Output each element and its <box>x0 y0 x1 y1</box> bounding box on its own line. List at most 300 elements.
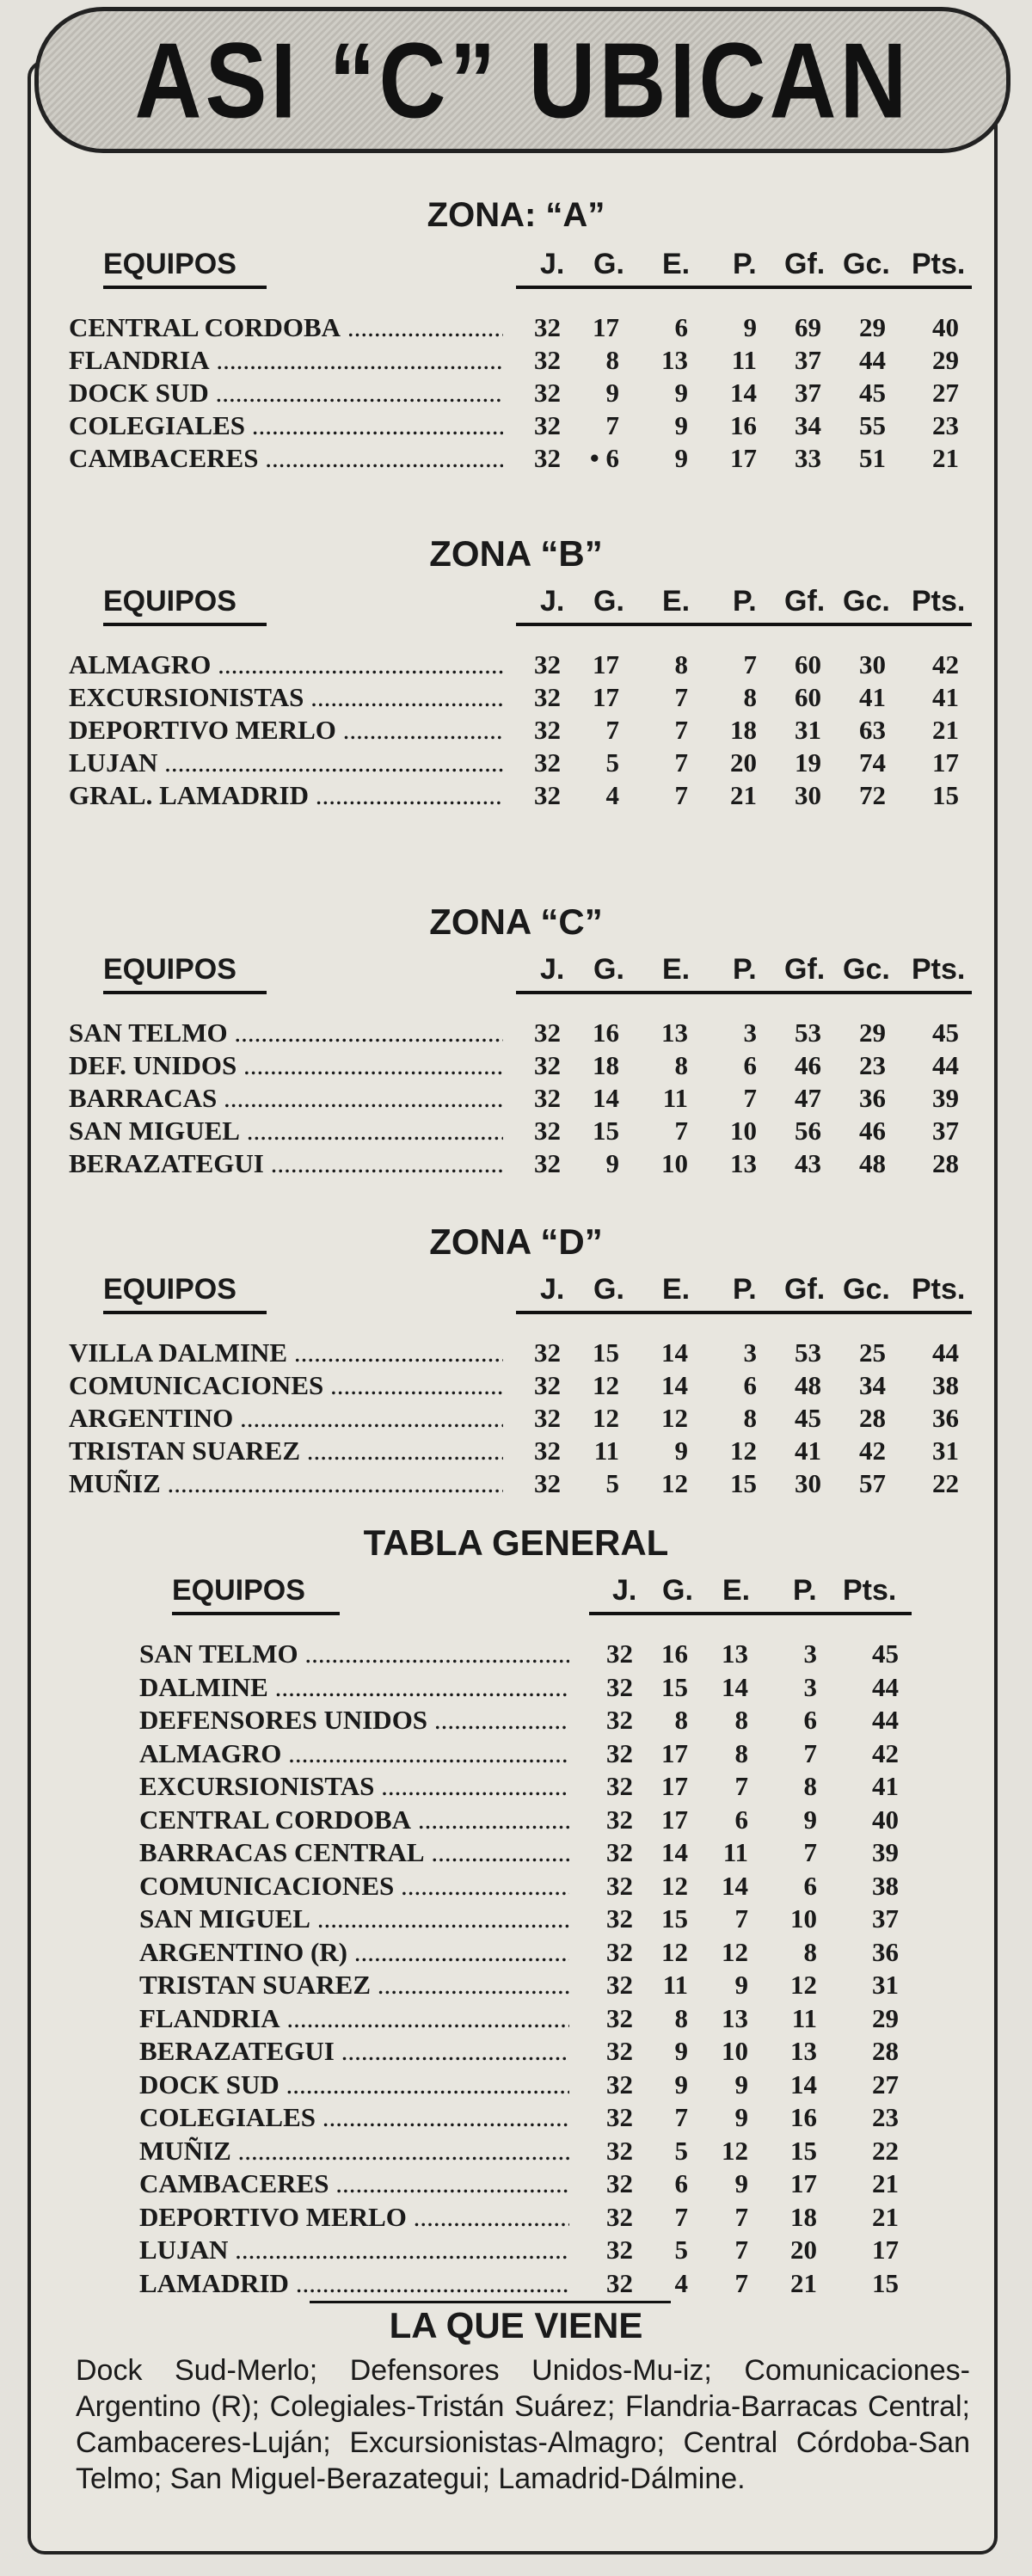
team-name: CENTRAL CORDOBA ..... <box>69 312 503 343</box>
stat-g: 7 <box>605 715 619 745</box>
stat-pts: 23 <box>932 410 959 440</box>
table-row <box>69 649 980 682</box>
column-header-e: E. <box>662 585 691 618</box>
stat-gc: 30 <box>859 649 886 679</box>
stat-pts: 39 <box>872 1837 899 1867</box>
column-header-pts: Pts. <box>912 585 966 618</box>
table-row <box>69 410 980 443</box>
table-row <box>139 1705 913 1737</box>
header-rule-stats <box>516 991 972 994</box>
zone-title: ZONA “D” <box>429 1221 603 1262</box>
stat-gc: 25 <box>859 1337 886 1368</box>
team-name: SAN MIGUEL ..... <box>69 1116 503 1147</box>
stat-j: 32 <box>534 649 561 679</box>
table-row <box>69 1436 980 1468</box>
header-rule-stats <box>516 623 972 626</box>
table-row <box>69 1116 980 1148</box>
team-name: ARGENTINO ..... <box>69 1403 503 1434</box>
column-header-p: P. <box>733 953 757 986</box>
general-title: TABLA GENERAL <box>363 1522 669 1563</box>
stat-e: 10 <box>722 2036 748 2066</box>
stat-e: 7 <box>674 1116 688 1146</box>
stat-pts: 39 <box>932 1083 959 1113</box>
stat-g: 15 <box>661 1903 688 1934</box>
column-header-team: EQUIPOS <box>103 248 236 280</box>
stat-j: 32 <box>606 1903 633 1934</box>
table-row <box>69 1370 980 1403</box>
stat-gf: 34 <box>795 410 821 440</box>
stat-e: 13 <box>722 1638 748 1669</box>
stat-j: 32 <box>606 1771 633 1801</box>
stat-pts: 37 <box>932 1116 959 1146</box>
stat-j: 32 <box>534 1050 561 1080</box>
stat-j: 32 <box>606 2267 633 2298</box>
column-header-pts: Pts. <box>843 1574 897 1607</box>
stat-e: 7 <box>734 2267 748 2298</box>
column-header-e: E. <box>722 1574 751 1607</box>
stat-g: 6 <box>674 2168 688 2198</box>
stat-g: 17 <box>661 1737 688 1768</box>
table-row <box>69 1083 980 1116</box>
stat-j: 32 <box>534 715 561 745</box>
stat-p: 15 <box>730 1468 757 1498</box>
stat-e: 12 <box>722 2135 748 2166</box>
column-header-g: G. <box>593 248 624 280</box>
team-name: DALMINE ..... <box>139 1672 569 1703</box>
stat-gf: 37 <box>795 378 821 408</box>
team-name: CAMBACERES ..... <box>139 2168 569 2199</box>
header-rule-team <box>103 991 267 994</box>
stat-g: 9 <box>605 378 619 408</box>
stat-pts: 38 <box>932 1370 959 1400</box>
team-name: DOCK SUD ..... <box>69 378 503 409</box>
stat-gf: 53 <box>795 1017 821 1048</box>
stat-e: 7 <box>674 715 688 745</box>
stat-g: 16 <box>661 1638 688 1669</box>
stat-pts: 42 <box>932 649 959 679</box>
column-header-j: J. <box>540 1273 565 1306</box>
stat-p: 11 <box>791 2002 817 2033</box>
team-name: FLANDRIA ..... <box>139 2003 569 2034</box>
stat-j: 32 <box>606 1671 633 1702</box>
stat-g: 8 <box>674 1705 688 1735</box>
stat-p: 13 <box>790 2036 817 2066</box>
stat-pts: 29 <box>872 2002 899 2033</box>
stat-p: 6 <box>803 1870 817 1901</box>
stat-e: 9 <box>734 2168 748 2198</box>
zone-title: ZONA “C” <box>429 901 603 942</box>
stat-g: 4 <box>605 780 619 810</box>
stat-p: 17 <box>730 443 757 473</box>
table-row <box>139 2235 913 2267</box>
table-row <box>139 1638 913 1671</box>
stat-g: 17 <box>593 682 619 712</box>
stat-p: 15 <box>790 2135 817 2166</box>
stat-gc: 48 <box>859 1148 886 1178</box>
stat-g: 17 <box>661 1804 688 1835</box>
stat-gf: 69 <box>795 312 821 342</box>
team-name: SAN TELMO ..... <box>69 1017 503 1048</box>
stat-e: 12 <box>722 1936 748 1967</box>
column-header-team: EQUIPOS <box>103 953 236 986</box>
stat-j: 32 <box>606 1638 633 1669</box>
team-name: TRISTAN SUAREZ ..... <box>139 1970 569 2001</box>
stat-g: 17 <box>661 1771 688 1801</box>
table-row <box>69 378 980 410</box>
stat-e: 7 <box>734 1903 748 1934</box>
stat-gc: 72 <box>859 780 886 810</box>
stat-p: 20 <box>730 747 757 778</box>
stat-g: 7 <box>674 2102 688 2132</box>
table-row <box>69 1337 980 1370</box>
column-header-p: P. <box>733 248 757 280</box>
stat-pts: 28 <box>932 1148 959 1178</box>
stat-e: 14 <box>722 1671 748 1702</box>
stat-gc: 63 <box>859 715 886 745</box>
table-row <box>139 1937 913 1970</box>
stat-pts: 17 <box>872 2235 899 2265</box>
stat-j: 32 <box>534 378 561 408</box>
stat-p: 3 <box>803 1638 817 1669</box>
team-name: ARGENTINO (R) ..... <box>139 1937 569 1968</box>
stat-e: 13 <box>661 1017 688 1048</box>
stat-pts: 36 <box>872 1936 899 1967</box>
column-header-j: J. <box>540 248 565 280</box>
team-name: SAN MIGUEL ..... <box>139 1903 569 1934</box>
stat-pts: 31 <box>872 1970 899 2000</box>
column-header-team: EQUIPOS <box>103 585 236 618</box>
table-row <box>69 780 980 813</box>
team-name: COMUNICACIONES ..... <box>139 1871 569 1902</box>
stat-j: 32 <box>606 2069 633 2100</box>
stat-e: 7 <box>674 682 688 712</box>
column-header-team: EQUIPOS <box>172 1574 305 1607</box>
stat-p: 7 <box>803 1837 817 1867</box>
stat-g: 17 <box>593 649 619 679</box>
stat-e: 8 <box>674 1050 688 1080</box>
stat-j: 32 <box>534 410 561 440</box>
team-name: LUJAN ..... <box>139 2235 569 2266</box>
stat-g: 8 <box>674 2002 688 2033</box>
table-row <box>69 345 980 378</box>
table-row <box>139 1804 913 1837</box>
stat-pts: 22 <box>932 1468 959 1498</box>
team-name: COLEGIALES ..... <box>69 410 503 441</box>
team-name: DEFENSORES UNIDOS ..... <box>139 1705 569 1736</box>
stat-p: 7 <box>803 1737 817 1768</box>
banner-title: ASI “C” UBICAN <box>134 20 911 140</box>
stat-pts: 22 <box>872 2135 899 2166</box>
stat-gc: 46 <box>859 1116 886 1146</box>
stat-e: 8 <box>734 1737 748 1768</box>
stat-e: 9 <box>734 1970 748 2000</box>
stat-pts: 17 <box>932 747 959 778</box>
stat-p: 12 <box>730 1436 757 1466</box>
stat-gc: 34 <box>859 1370 886 1400</box>
stat-e: 7 <box>674 747 688 778</box>
table-row <box>69 1468 980 1501</box>
stat-p: 14 <box>730 378 757 408</box>
stat-gf: 46 <box>795 1050 821 1080</box>
column-header-e: E. <box>662 953 691 986</box>
stat-j: 32 <box>534 443 561 473</box>
stat-gf: 43 <box>795 1148 821 1178</box>
stat-j: 32 <box>606 2002 633 2033</box>
stat-p: 11 <box>731 345 757 375</box>
team-name: COMUNICACIONES ..... <box>69 1370 503 1401</box>
stat-pts: 21 <box>872 2168 899 2198</box>
table-row <box>69 312 980 345</box>
table-row <box>139 1738 913 1771</box>
stat-g: 15 <box>593 1116 619 1146</box>
table-row <box>69 682 980 715</box>
stat-pts: 44 <box>932 1050 959 1080</box>
stat-e: 13 <box>722 2002 748 2033</box>
stat-p: 18 <box>790 2201 817 2232</box>
stat-g: 12 <box>593 1370 619 1400</box>
stat-gf: 45 <box>795 1403 821 1433</box>
stat-g: 14 <box>661 1837 688 1867</box>
stat-g: 12 <box>661 1870 688 1901</box>
stat-gc: 29 <box>859 312 886 342</box>
stat-e: 11 <box>722 1837 748 1867</box>
team-name: CAMBACERES ..... <box>69 443 503 474</box>
stat-gc: 28 <box>859 1403 886 1433</box>
team-name: BARRACAS ..... <box>69 1083 503 1114</box>
stat-gf: 56 <box>795 1116 821 1146</box>
team-name: DEF. UNIDOS ..... <box>69 1050 503 1081</box>
table-row <box>139 2102 913 2135</box>
stat-gc: 55 <box>859 410 886 440</box>
table-row <box>69 1050 980 1083</box>
stat-p: 8 <box>743 682 757 712</box>
stat-j: 32 <box>534 1116 561 1146</box>
stat-p: 10 <box>790 1903 817 1934</box>
column-header-team: EQUIPOS <box>103 1273 236 1306</box>
zone-title: ZONA “B” <box>429 533 603 574</box>
table-row <box>139 1970 913 2002</box>
column-header-g: G. <box>593 585 624 618</box>
team-name: FLANDRIA ..... <box>69 345 503 376</box>
team-name: BERAZATEGUI ..... <box>69 1148 503 1179</box>
stat-pts: 44 <box>872 1705 899 1735</box>
table-row <box>139 2202 913 2235</box>
stat-j: 32 <box>534 682 561 712</box>
stat-j: 32 <box>534 1403 561 1433</box>
stat-p: 3 <box>743 1337 757 1368</box>
stat-pts: 45 <box>932 1017 959 1048</box>
stat-j: 32 <box>606 2036 633 2066</box>
table-row <box>69 715 980 747</box>
column-header-g: G. <box>662 1574 693 1607</box>
header-rule-stats <box>589 1612 912 1615</box>
team-name: BARRACAS CENTRAL ..... <box>139 1837 569 1868</box>
stat-j: 32 <box>606 1870 633 1901</box>
stat-pts: 36 <box>932 1403 959 1433</box>
column-header-g: G. <box>593 1273 624 1306</box>
stat-g: 14 <box>593 1083 619 1113</box>
column-header-gf: Gf. <box>784 1273 826 1306</box>
column-header-gf: Gf. <box>784 248 826 280</box>
team-name: BERAZATEGUI ..... <box>139 2036 569 2067</box>
stat-p: 8 <box>803 1936 817 1967</box>
table-row <box>69 747 980 780</box>
stat-p: 6 <box>743 1050 757 1080</box>
stat-j: 32 <box>534 1370 561 1400</box>
stat-e: 9 <box>674 410 688 440</box>
stat-gc: 57 <box>859 1468 886 1498</box>
stat-p: 9 <box>743 312 757 342</box>
stat-g: 9 <box>605 1148 619 1178</box>
stat-pts: 23 <box>872 2102 899 2132</box>
stat-gc: 45 <box>859 378 886 408</box>
team-name: CENTRAL CORDOBA ..... <box>139 1804 569 1835</box>
column-header-pts: Pts. <box>912 248 966 280</box>
banner <box>34 7 1010 153</box>
column-header-p: P. <box>733 1273 757 1306</box>
stat-pts: 21 <box>932 715 959 745</box>
stat-pts: 15 <box>932 780 959 810</box>
team-name: VILLA DALMINE ..... <box>69 1337 503 1368</box>
stat-gc: 41 <box>859 682 886 712</box>
column-header-gc: Gc. <box>843 585 890 618</box>
stat-g: • 6 <box>589 443 619 473</box>
column-header-gc: Gc. <box>843 953 890 986</box>
next-round-rule <box>310 2301 671 2303</box>
stat-g: 7 <box>605 410 619 440</box>
stat-p: 8 <box>743 1403 757 1433</box>
stat-pts: 44 <box>872 1671 899 1702</box>
stat-j: 32 <box>534 1017 561 1048</box>
table-row <box>139 2136 913 2168</box>
team-name: ALMAGRO ..... <box>69 649 503 680</box>
stat-gf: 30 <box>795 780 821 810</box>
stat-pts: 42 <box>872 1737 899 1768</box>
stat-p: 16 <box>790 2102 817 2132</box>
stat-e: 9 <box>734 2069 748 2100</box>
stat-gf: 37 <box>795 345 821 375</box>
stat-pts: 27 <box>932 378 959 408</box>
stat-gc: 29 <box>859 1017 886 1048</box>
column-header-e: E. <box>662 248 691 280</box>
stat-gc: 36 <box>859 1083 886 1113</box>
stat-pts: 41 <box>872 1771 899 1801</box>
header-rule-team <box>103 1311 267 1314</box>
stat-g: 12 <box>593 1403 619 1433</box>
stat-j: 32 <box>606 2201 633 2232</box>
stat-j: 32 <box>606 2102 633 2132</box>
stat-gf: 60 <box>795 682 821 712</box>
stat-j: 32 <box>606 1705 633 1735</box>
stat-g: 11 <box>662 1970 688 2000</box>
team-name: GRAL. LAMADRID ..... <box>69 780 503 811</box>
stat-j: 32 <box>534 1436 561 1466</box>
stat-gc: 42 <box>859 1436 886 1466</box>
stat-p: 7 <box>743 649 757 679</box>
stat-pts: 44 <box>932 1337 959 1368</box>
stat-g: 5 <box>674 2235 688 2265</box>
table-row <box>139 1771 913 1804</box>
stat-e: 9 <box>674 443 688 473</box>
stat-e: 14 <box>661 1370 688 1400</box>
column-header-pts: Pts. <box>912 1273 966 1306</box>
stat-pts: 21 <box>932 443 959 473</box>
stat-e: 13 <box>661 345 688 375</box>
column-header-g: G. <box>593 953 624 986</box>
stat-e: 7 <box>674 780 688 810</box>
stat-g: 11 <box>593 1436 619 1466</box>
stat-p: 8 <box>803 1771 817 1801</box>
column-header-p: P. <box>733 585 757 618</box>
stat-pts: 21 <box>872 2201 899 2232</box>
stat-p: 6 <box>743 1370 757 1400</box>
table-row <box>69 1148 980 1181</box>
table-row <box>139 2036 913 2069</box>
stat-gf: 33 <box>795 443 821 473</box>
stat-pts: 45 <box>872 1638 899 1669</box>
team-name: EXCURSIONISTAS ..... <box>69 682 503 713</box>
column-header-p: P. <box>793 1574 817 1607</box>
stat-j: 32 <box>606 1837 633 1867</box>
stat-gf: 47 <box>795 1083 821 1113</box>
stat-p: 17 <box>790 2168 817 2198</box>
team-name: ALMAGRO ..... <box>139 1738 569 1769</box>
stat-j: 32 <box>534 1468 561 1498</box>
stat-g: 5 <box>674 2135 688 2166</box>
stat-pts: 31 <box>932 1436 959 1466</box>
stat-p: 14 <box>790 2069 817 2100</box>
stat-gf: 19 <box>795 747 821 778</box>
stat-p: 12 <box>790 1970 817 2000</box>
stat-gf: 41 <box>795 1436 821 1466</box>
stat-p: 3 <box>803 1671 817 1702</box>
column-header-j: J. <box>540 953 565 986</box>
stat-p: 20 <box>790 2235 817 2265</box>
stat-pts: 41 <box>932 682 959 712</box>
stat-gf: 60 <box>795 649 821 679</box>
stat-e: 11 <box>662 1083 688 1113</box>
stat-e: 14 <box>661 1337 688 1368</box>
stat-pts: 27 <box>872 2069 899 2100</box>
table-row <box>139 2268 913 2301</box>
stat-e: 9 <box>674 378 688 408</box>
stat-j: 32 <box>534 1083 561 1113</box>
header-rule-stats <box>516 286 972 289</box>
stat-pts: 28 <box>872 2036 899 2066</box>
stat-pts: 40 <box>872 1804 899 1835</box>
column-header-gc: Gc. <box>843 1273 890 1306</box>
team-name: LAMADRID ..... <box>139 2268 569 2299</box>
team-name: DOCK SUD ..... <box>139 2069 569 2100</box>
stat-j: 32 <box>606 1804 633 1835</box>
stat-j: 32 <box>534 1148 561 1178</box>
table-row <box>69 443 980 476</box>
stat-j: 32 <box>606 2135 633 2166</box>
table-row <box>139 1871 913 1903</box>
stat-e: 10 <box>661 1148 688 1178</box>
stat-j: 32 <box>606 1737 633 1768</box>
stat-e: 7 <box>734 1771 748 1801</box>
stat-p: 21 <box>790 2267 817 2298</box>
stat-e: 14 <box>722 1870 748 1901</box>
team-name: DEPORTIVO MERLO ..... <box>139 2202 569 2233</box>
stat-g: 18 <box>593 1050 619 1080</box>
stat-e: 7 <box>734 2235 748 2265</box>
stat-gc: 23 <box>859 1050 886 1080</box>
stat-e: 12 <box>661 1403 688 1433</box>
stat-p: 16 <box>730 410 757 440</box>
column-header-gc: Gc. <box>843 248 890 280</box>
